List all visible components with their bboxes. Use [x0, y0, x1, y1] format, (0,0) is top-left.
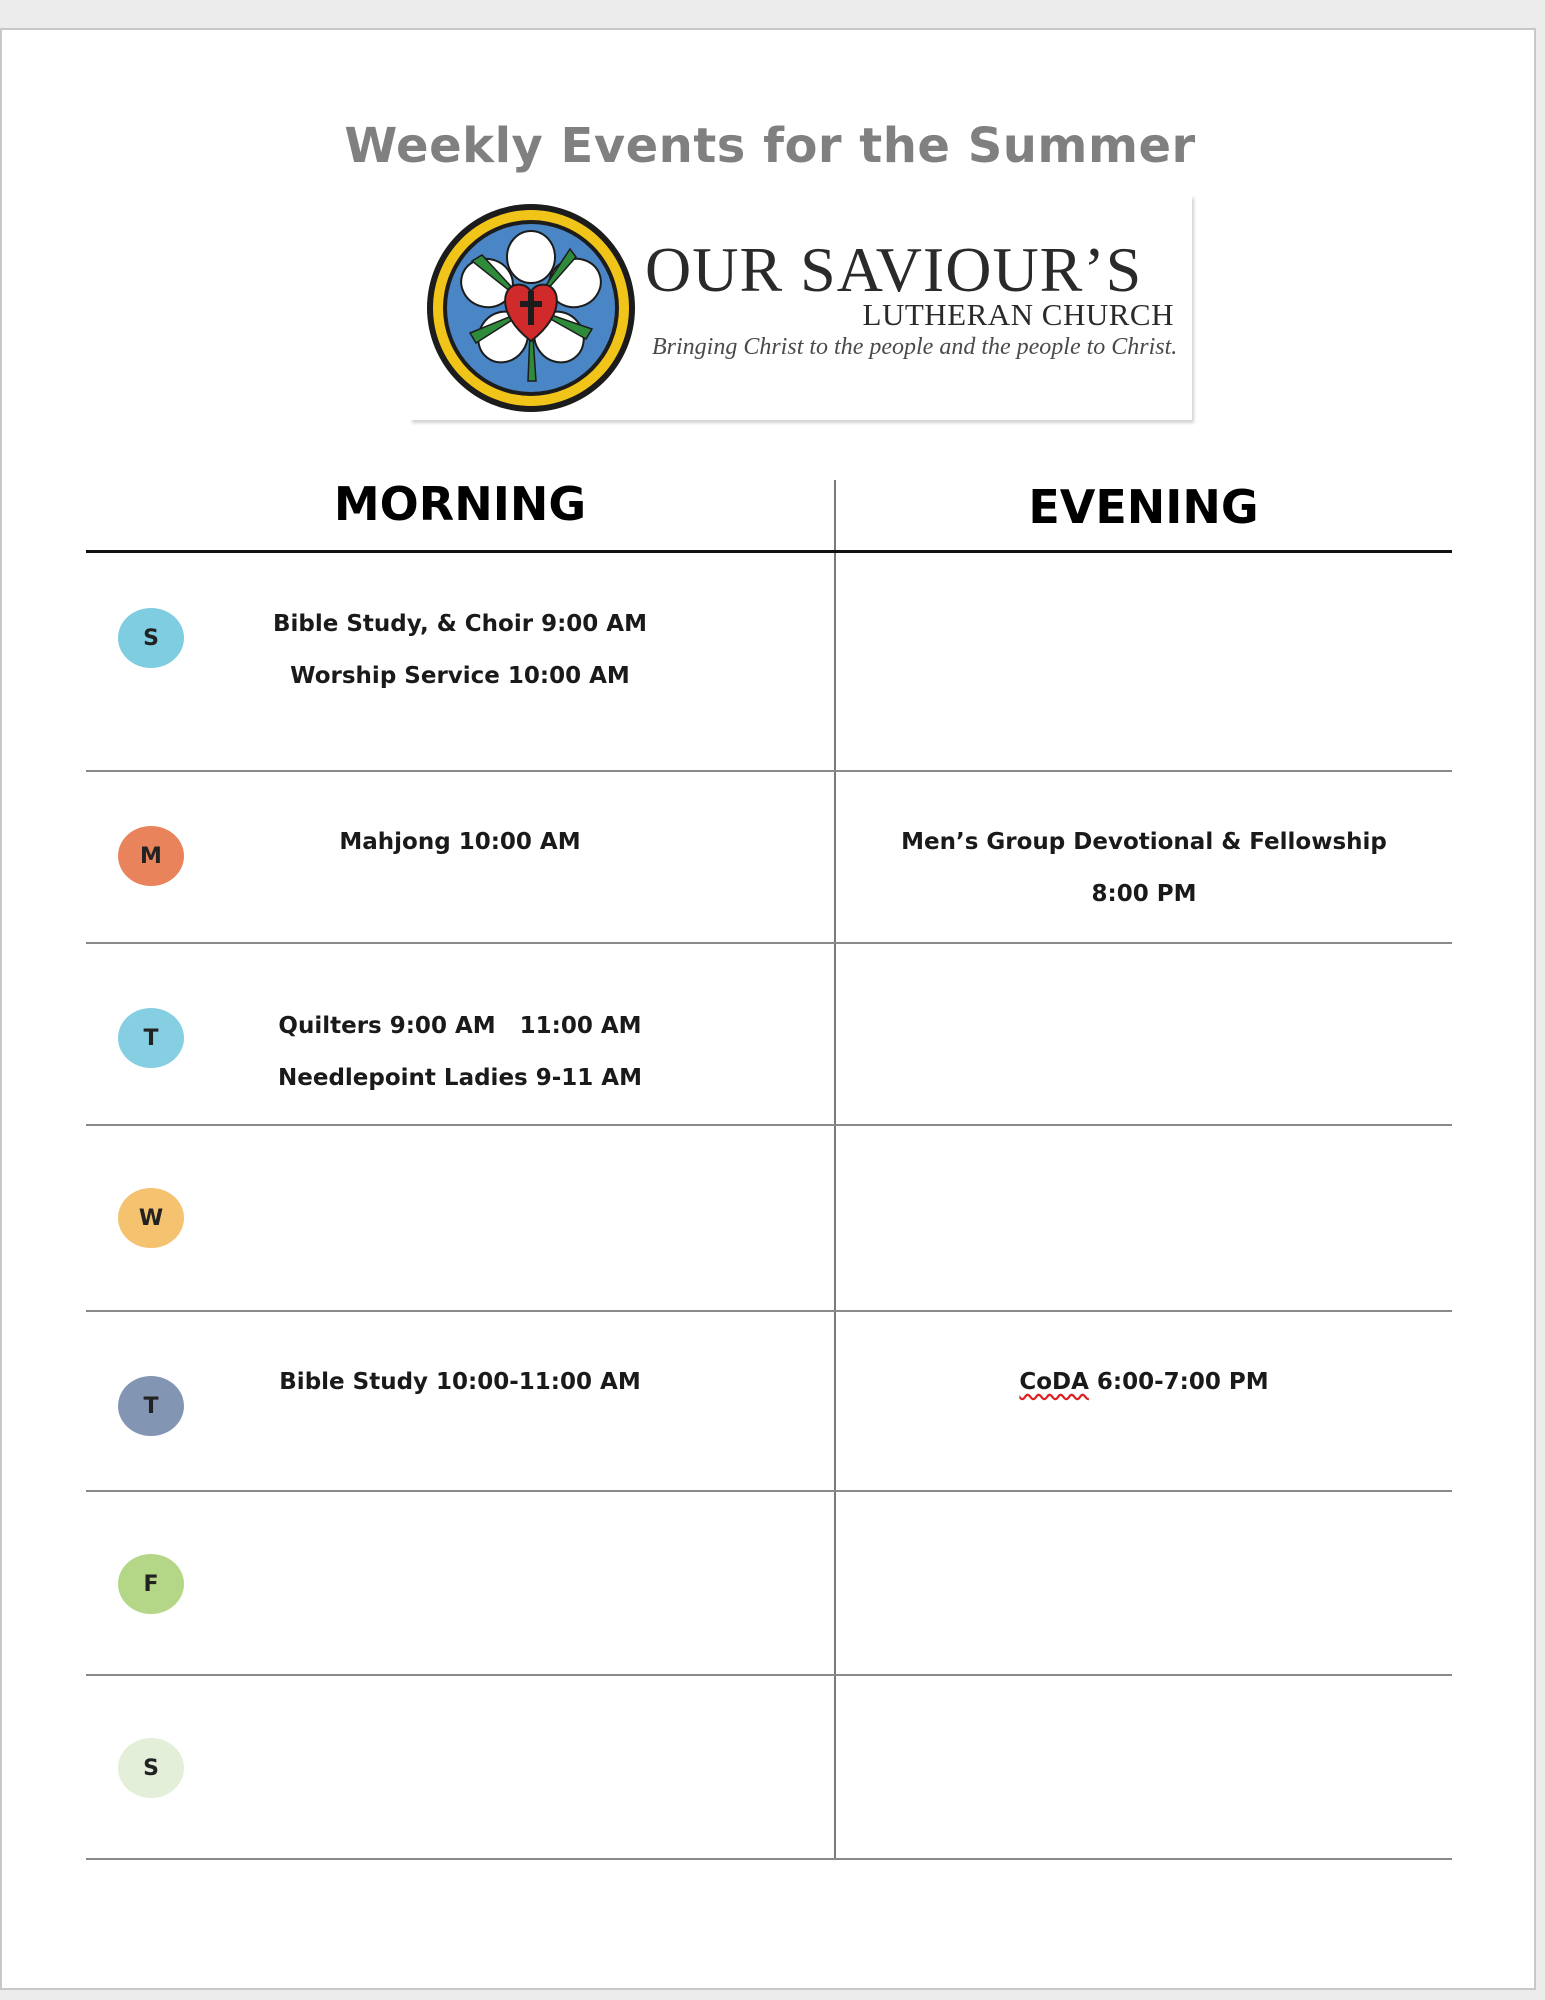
evening-column-header: EVENING — [1028, 480, 1259, 534]
morning-column-header: MORNING — [333, 477, 587, 531]
schedule-row-saturday — [86, 1676, 1452, 1858]
schedule-row-wednesday — [86, 1126, 1452, 1310]
morning-events: Bible Study, & Choir 9:00 AM Worship Service 10:00 AM — [273, 611, 647, 689]
evening-events: Men’s Group Devotional & Fellowship 8:00 PM — [901, 829, 1387, 907]
day-badge: T — [118, 1008, 184, 1068]
church-name: OUR SAVIOUR’S — [645, 234, 1143, 305]
day-badge: S — [118, 608, 184, 668]
day-badge: T — [118, 1376, 184, 1436]
luther-rose-icon — [424, 201, 638, 415]
page-title: Weekly Events for the Summer — [344, 118, 1196, 174]
schedule-row-thursday — [86, 1312, 1452, 1490]
row-divider — [86, 1858, 1452, 1860]
evening-events: CoDA 6:00-7:00 PM — [1019, 1369, 1269, 1395]
church-tagline: Bringing Christ to the people and the people to Christ. — [652, 334, 1178, 360]
church-subtitle: LUTHERAN CHURCH — [862, 297, 1174, 332]
schedule-row-friday — [86, 1492, 1452, 1674]
document-page — [0, 28, 1536, 1990]
day-badge: M — [118, 826, 184, 886]
day-badge: W — [118, 1188, 184, 1248]
church-logo — [410, 195, 1192, 420]
day-badge: S — [118, 1738, 184, 1798]
schedule-row-tuesday — [86, 944, 1452, 1124]
day-badge: F — [118, 1554, 184, 1614]
schedule-row-sunday — [86, 552, 1452, 770]
schedule-row-monday — [86, 772, 1452, 942]
spellcheck-flagged-word: CoDA — [1019, 1369, 1089, 1395]
morning-events: Mahjong 10:00 AM — [339, 829, 581, 855]
morning-events: Bible Study 10:00-11:00 AM — [279, 1369, 641, 1395]
morning-events: Quilters 9:00 AM 11:00 AM Needlepoint Ladies 9-11 AM — [278, 1013, 642, 1091]
